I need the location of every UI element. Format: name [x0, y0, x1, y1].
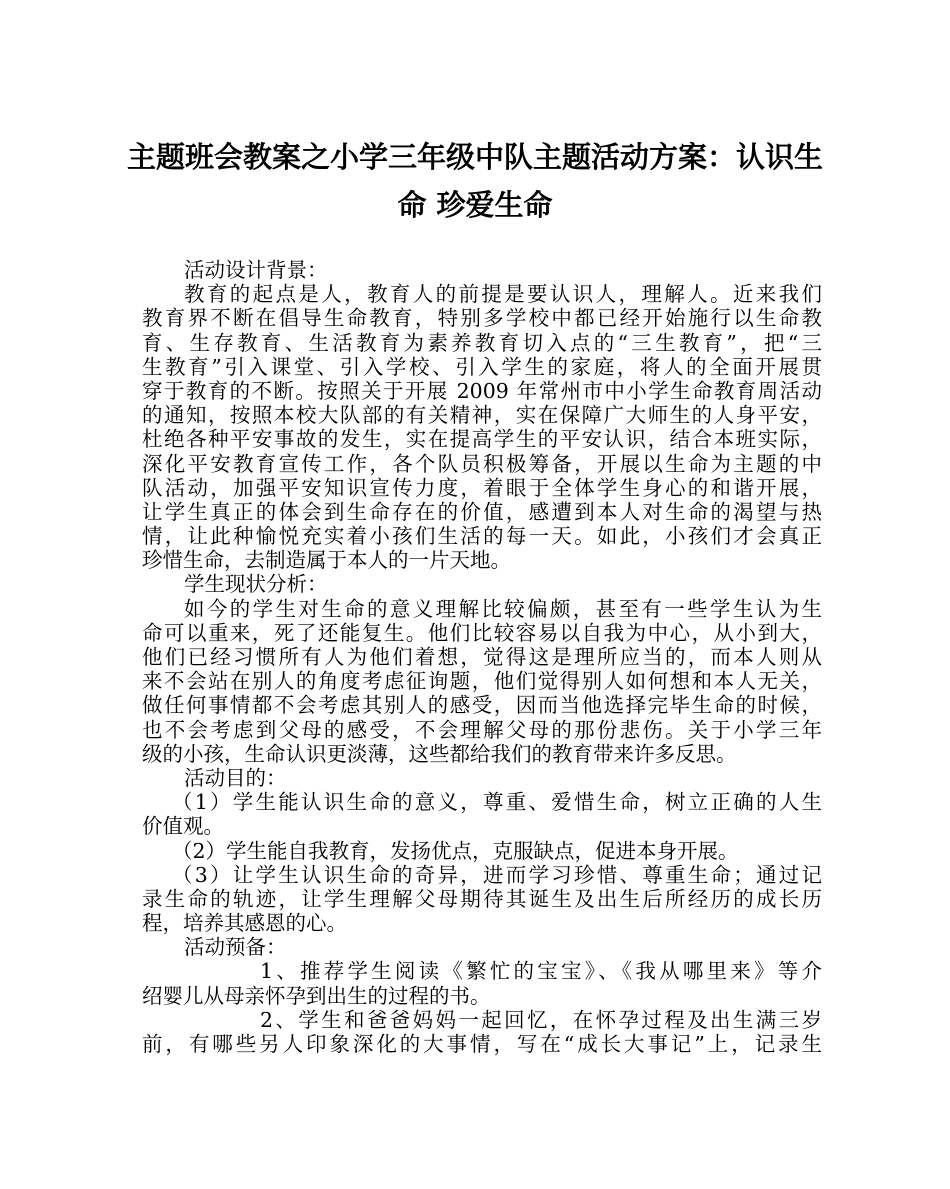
body-line: 让学生真正的体会到生命存在的价值，感遭到本人对生命的渴望与热: [142, 499, 822, 524]
body-line: 的通知，按照本校大队部的有关精神，实在保障广大师生的人身平安，: [142, 403, 822, 428]
section-heading-preparation: 活动预备：: [184, 935, 287, 960]
document-title: [120, 133, 830, 229]
body-line: 来不会站在别人的角度考虑征询题，他们觉得别人如何想和本人无关，: [142, 669, 822, 694]
body-line: 做任何事情都不会考虑其别人的感受，因而当他选择完毕生命的时候，: [142, 693, 822, 718]
body-line: 生教育”引入课堂、引入学校、引入学生的家庭，将人的全面开展贯: [142, 354, 822, 379]
title-line-2: 命 珍爱生命: [397, 188, 553, 222]
body-line: 也不会考虑到父母的感受，不会理解父母的那份悲伤。关于小学三年: [142, 717, 822, 742]
body-line: 教育界不断在倡导生命教育，特别多学校中都已经开始施行以生命教: [142, 306, 822, 331]
section-heading-goals: 活动目的：: [184, 765, 287, 790]
body-line: 录生命的轨迹，让学生理解父母期待其诞生及出生后所经历的成长历: [142, 886, 822, 911]
body-line: 级的小孩，生命认识更淡薄，这些都给我们的教育带来许多反思。: [142, 741, 737, 766]
goal-item: （1）学生能认识生命的意义，尊重、爱惜生命，树立正确的人生: [172, 790, 822, 815]
body-line: 穿于教育的不断。按照关于开展 2009 年常州市中小学生命教育周活动: [142, 378, 822, 403]
goal-item: （3）让学生认识生命的奇异，进而学习珍惜、尊重生命；通过记: [172, 862, 822, 887]
goal-item: （2）学生能自我教育，发扬优点，克服缺点，促进本身开展。: [172, 838, 739, 863]
title-line-1: 主题班会教案之小学三年级中队主题活动方案：认识生: [126, 140, 823, 174]
section-heading-background: 活动设计背景：: [184, 258, 328, 282]
preparation-item: 1、推荐学生阅读《繁忙的宝宝》、《我从哪里来》等介: [260, 959, 822, 984]
body-line: 杜绝各种平安事故的发生，实在提高学生的平安认识，结合本班实际，: [142, 427, 822, 452]
body-line: 程，培养其感恩的心。: [142, 911, 347, 936]
body-line: 命可以重来，死了还能复生。他们比较容易以自我为中心，从小到大，: [142, 620, 822, 645]
body-line: 绍婴儿从母亲怀孕到出生的过程的书。: [142, 983, 491, 1008]
document-body: [142, 258, 822, 1056]
body-line: 珍惜生命，去制造属于本人的一片天地。: [142, 548, 511, 573]
body-line: 育、生存教育、生活教育为素养教育切入点的“三生教育”，把“三: [142, 330, 822, 355]
body-line: 如今的学生对生命的意义理解比较偏颇，甚至有一些学生认为生: [184, 596, 822, 621]
body-line: 情，让此种愉悦充实着小孩们生活的每一天。如此，小孩们才会真正: [142, 524, 822, 549]
section-heading-students: 学生现状分析：: [184, 572, 328, 597]
body-line: 教育的起点是人，教育人的前提是要认识人，理解人。近来我们: [184, 282, 822, 307]
body-line: 前，有哪些另人印象深化的大事情，写在“成长大事记”上，记录生: [142, 1032, 822, 1056]
preparation-item: 2、学生和爸爸妈妈一起回忆，在怀孕过程及出生满三岁: [260, 1007, 822, 1032]
body-line: 价值观。: [142, 814, 224, 839]
body-line: 队活动，加强平安知识宣传力度，着眼于全体学生身心的和谐开展，: [142, 475, 822, 500]
body-line: 他们已经习惯所有人为他们着想，觉得这是理所应当的，而本人则从: [142, 645, 822, 669]
body-line: 深化平安教育宣传工作，各个队员积极筹备，开展以生命为主题的中: [142, 451, 822, 476]
